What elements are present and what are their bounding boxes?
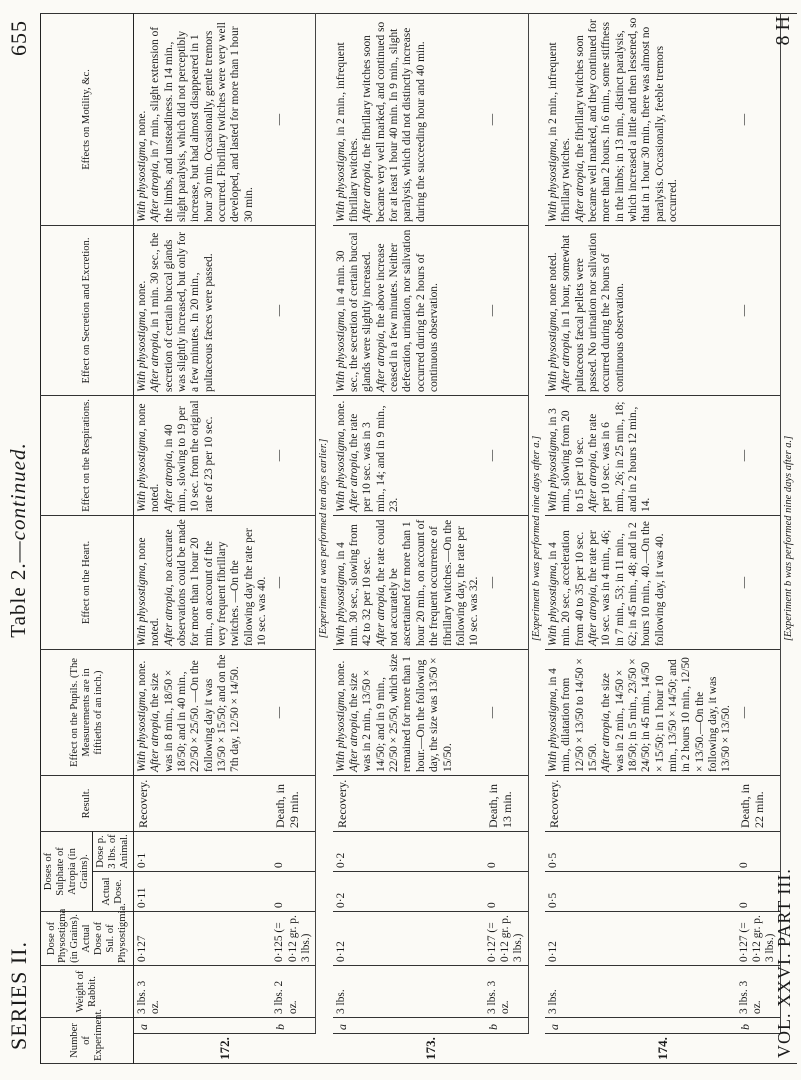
experiment-number: 172. — [134, 1034, 316, 1064]
header-row — [41, 13, 93, 1063]
table-row — [545, 13, 736, 1063]
heart-effect: With physostigma, none noted. After atropia, no accurate observations could be made for more than 1 hour 20 min., on account of the very frequent fibrillary twitches. —On the following day the rate per 10 sec. was 40. — [134, 515, 272, 649]
col-dose-phys: Dose of Physostigma (in Grains). Actual Dose of Sul. of Physostigmia. — [41, 912, 134, 966]
physostigma-dose: 0·127 (= 0·12 gr. p. 3 lbs.) — [736, 912, 781, 966]
motility-effect: With physostigma, in 2 min., infrequent fibrillary twitches. After atropia, the fibrillary twitches soon became very well marked, and continued so for at least 1 hour 40 min. In 9 min., slight paralysis, which did not distinctly increase during the succeeding hour and 40 min. — [333, 13, 484, 225]
heart-effect: With physostigma, in 4 min. 20 sec., acceleration from 40 to 35 per 10 sec. After atropia, the rate per 10 sec. was in 4 min., 46; in 7 min., 53; in 11 min., 62; in 45 min., 48; and in 2 hours 10 min., 40.—On the following day, it was 40. — [545, 515, 736, 649]
experiment-note-row — [528, 13, 545, 1063]
col-secretion: Effect on Secretion and Excretion. — [41, 225, 134, 395]
rabbit-weight: 3 lbs. 3 oz. — [134, 966, 272, 1018]
table-title: Table 2.—continued. — [6, 442, 30, 638]
col-motility: Effects on Motility, &c. — [41, 13, 134, 225]
experiment-note: [Experiment a was performed ten days earlier.] — [316, 13, 333, 1063]
pupils-effect: With physostigma, none. After atropia, the size was in 2 min., 13/50 × 14/50; and in 9 min., 22/50 × 25/50, which size remained for more than 1 hour.—On the following day, the size was 13/50 × 15/50. — [333, 649, 484, 775]
pupils-effect: — — [484, 649, 529, 775]
result-cell: Death, in 29 min. — [271, 775, 316, 831]
motility-effect: With physostigma, in 2 min., infrequent fibrillary twitches. After atropia, the fibrillary twitches soon became well marked, and they continued for more than 2 hours. In 6 min., some stiffness in the limbs; in 13 min., distinct paralysis, which increased a little and then lessened, so that in 1 hour 30 min., there was almost no paralysis. Occasionally, feeble tremors occurred. — [545, 13, 736, 225]
pupils-effect: — — [736, 649, 781, 775]
volume-footer: VOL. XXVI. PART III. — [774, 868, 794, 1058]
atropia-actual-dose: 0 — [736, 872, 781, 912]
heart-effect: — — [484, 515, 529, 649]
atropia-actual-dose: 0·5 — [545, 872, 736, 912]
col-pupils: Effect on the Pupils. (The Measurements are in fiftieths of an inch.) — [41, 649, 134, 775]
atropia-dose-per-3lbs: 0·2 — [333, 831, 484, 871]
secretion-effect: — — [271, 225, 316, 395]
pupils-effect: With physostigma, in 4 min., dilatation from 12/50 × 13/50 to 14/50 × 15/50. After atropia, the size was in 2 min., 14/50 × 18/50; in 5 min., 23/50 × 24/50; in 45 min., 14/50 × 15/50; in 1 hour 10 min., 13/50 × 14/50; and in 2 hours 10 min., 12/50 × 13/50.—On the following day, it was 13/50 × 13/50. — [545, 649, 736, 775]
atropia-dose-per-3lbs: 0 — [736, 831, 781, 871]
result-cell: Recovery. — [134, 775, 272, 831]
page-number: 655 — [6, 20, 31, 56]
rabbit-weight: 3 lbs. 3 oz. — [484, 966, 529, 1018]
respiration-effect: — — [736, 395, 781, 515]
motility-effect: — — [736, 13, 781, 225]
col-result: Result. — [41, 775, 134, 831]
col-heart: Effect on the Heart. — [41, 515, 134, 649]
physostigma-dose: 0·125 (= 0·12 gr. p. 3 lbs.) — [271, 912, 316, 966]
atropia-dose-per-3lbs: 0 — [484, 831, 529, 871]
respiration-effect: With physostigma, none noted. After atropia, in 40 min., slowing to 19 per 10 sec. from the original rate of 23 per 10 sec. — [134, 395, 272, 515]
result-cell: Recovery. — [545, 775, 736, 831]
respiration-effect: — — [484, 395, 529, 515]
result-cell: Recovery. — [333, 775, 484, 831]
physostigma-dose: 0·12 — [545, 912, 736, 966]
table-row — [271, 13, 316, 1063]
experiment-number: 174. — [545, 1034, 780, 1064]
experiment-note: [Experiment b was performed nine days after a.] — [528, 13, 545, 1063]
atropia-dose-per-3lbs: 0·5 — [545, 831, 736, 871]
col-doses-group: Doses of Sulphate of Atropia (in Grains). — [41, 831, 93, 911]
motility-effect: — — [484, 13, 529, 225]
result-cell: Death, in 13 min. — [484, 775, 529, 831]
atropia-actual-dose: 0·11 — [134, 872, 272, 912]
experiment-note-row — [316, 13, 333, 1063]
table-row — [484, 13, 529, 1063]
experiment-letter: a — [333, 1018, 484, 1034]
physostigma-dose: 0·127 — [134, 912, 272, 966]
respiration-effect: With physostigma, none. After atropia, the rate per 10 sec. was in 3 min., 14; and in 9 min., 23. — [333, 395, 484, 515]
motility-effect: With physostigma, none. After atropia, in 7 min., slight extension of the limbs, and unsteadiness. In 14 min., slight paralysis, which did not perceptibly increase, but had almost disappeared in 1 hour 30 min. Occasionally, gentle tremors occurred. Fibrillary twitches were very well developed, and lasted for more than 1 hour 30 min. — [134, 13, 272, 225]
secretion-effect: With physostigma, none noted. After atropia, in 1 hour, somewhat pultaceous fæcal pellets were passed. No urination nor salivation occurred during the 2 hours of continuous observation. — [545, 225, 736, 395]
experiment-letter: b — [736, 1018, 781, 1034]
experiment-letter: a — [545, 1018, 736, 1034]
motility-effect: — — [271, 13, 316, 225]
table-body — [134, 13, 797, 1063]
secretion-effect: With physostigma, none. After atropia, in 1 min. 30 sec., the secretion of certain buccal glands was slightly increased, but only for a few minutes. In 20 min., pultaceous fæces were passed. — [134, 225, 272, 395]
respiration-effect: — — [271, 395, 316, 515]
experiment-letter: b — [484, 1018, 529, 1034]
secretion-effect: With physostigma, in 4 min. 30 sec., the secretion of certain buccal glands were slightly increased. After atropia, the above increase ceased in a few minutes. Neither defecation, urination, nor salivation occurred during the 2 hours of continuous observation. — [333, 225, 484, 395]
pupils-effect: With physostigma, none. After atropia, the size was in 8 min., 18/50 × 18/50; and in 40 min., 22/50 × 25/50. —On the following day it was 13/50 × 15/50; and on the 7th day, 12/50 × 14/50. — [134, 649, 272, 775]
col-weight: Weight of Rabbit. — [41, 966, 134, 1018]
experiment-note: [Experiment b was performed nine days after a.] — [780, 13, 797, 1063]
experiment-table — [40, 13, 797, 1064]
col-resp: Effect on the Respirations. — [41, 395, 134, 515]
signature-mark: 8 H — [772, 16, 794, 46]
atropia-actual-dose: 0·2 — [333, 872, 484, 912]
col-dose-per-lb: Dose p. 3 lbs. of Animal. — [93, 831, 134, 871]
heart-effect: With physostigma, in 4 min. 30 sec., slowing from 42 to 32 per 10 sec. After atropia, the rate could not accurately be ascertained for more than 1 hour 20 min., on account of the frequent occurrence of fibrillary twitches.—On the following day, the rate per 10 sec. was 32. — [333, 515, 484, 649]
respiration-effect: With physostigma, in 3 min., slowing from 20 to 15 per 10 sec. After atropia, the rate per 10 sec. was in 6 min., 26; in 25 min., 18; and in 2 hours 12 min., 14. — [545, 395, 736, 515]
heart-effect: — — [736, 515, 781, 649]
physostigma-dose: 0·12 — [333, 912, 484, 966]
table-row — [134, 13, 272, 1063]
result-cell: Death, in 22 min. — [736, 775, 781, 831]
pupils-effect: — — [271, 649, 316, 775]
atropia-actual-dose: 0 — [271, 872, 316, 912]
experiment-letter: a — [134, 1018, 272, 1034]
atropia-actual-dose: 0 — [484, 872, 529, 912]
rabbit-weight: 3 lbs. 3 oz. — [736, 966, 781, 1018]
atropia-dose-per-3lbs: 0·1 — [134, 831, 272, 871]
heart-effect: — — [271, 515, 316, 649]
experiment-letter: b — [271, 1018, 316, 1034]
col-number: Number of Experiment. — [41, 1018, 134, 1064]
secretion-effect: — — [736, 225, 781, 395]
rabbit-weight: 3 lbs. — [333, 966, 484, 1018]
experiment-number: 173. — [333, 1034, 528, 1064]
physostigma-dose: 0·127 (= 0·12 gr. p. 3 lbs.) — [484, 912, 529, 966]
atropia-dose-per-3lbs: 0 — [271, 831, 316, 871]
secretion-effect: — — [484, 225, 529, 395]
col-actual-dose: Actual Dose. — [93, 872, 134, 912]
table-row — [333, 13, 484, 1063]
rabbit-weight: 3 lbs. 2 oz. — [271, 966, 316, 1018]
rabbit-weight: 3 lbs. — [545, 966, 736, 1018]
series-header: SERIES II. — [6, 941, 31, 1050]
